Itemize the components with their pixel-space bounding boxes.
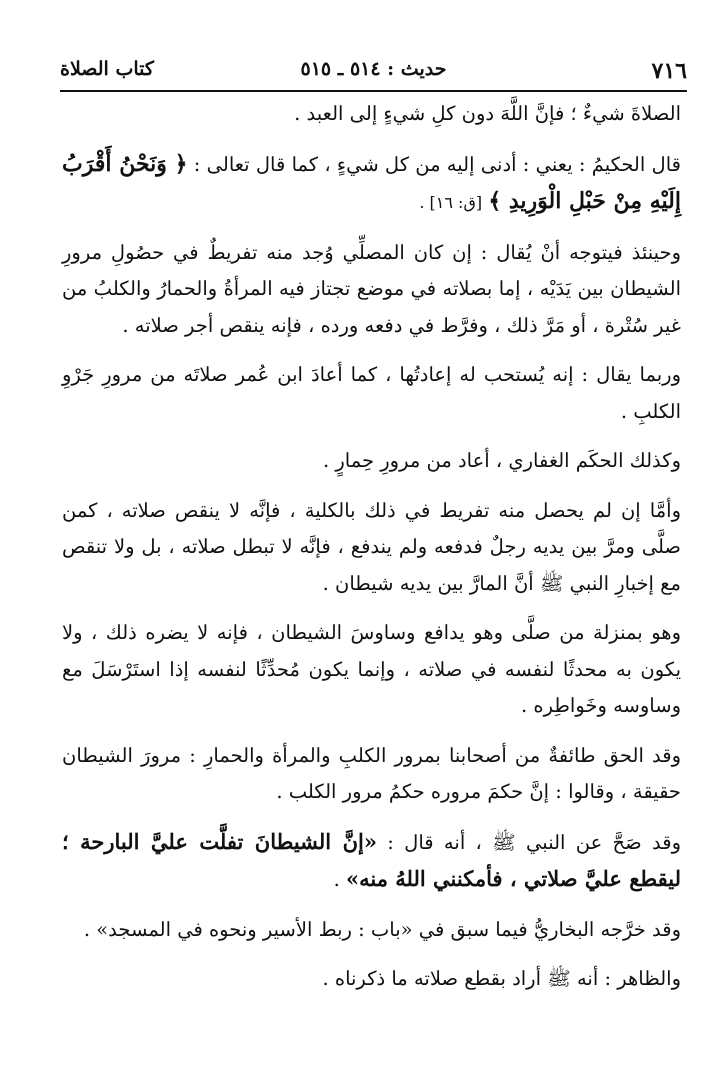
paragraph: وقد الحق طائفةٌ من أصحابنا بمرور الكلبِ والمرأة والحمارِ : مرورَ الشيطان حقيقة ، وقالوا : إنَّ حكمَ مروره حكمُ مرور الكلب .: [62, 743, 681, 803]
paragraph: وأمَّا إن لم يحصل منه تفريط في ذلك بالكلية ، فإنَّه لا ينقص صلاته ، كمن صلَّى ومرَّ بين يديه رجلٌ فدفعه ولم يندفع ، فإنَّه لا تبطل صلاته ، بل ولا تنقص مع إخبارِ النبي ﷺ أنَّ المارَّ بين يديه شيطان .: [62, 498, 681, 595]
running-header: [60, 56, 687, 88]
paragraph-text: قال الحكيمُ : يعني : أدنى إليه من كل شيءٍ ، كما قال تعالى :: [187, 152, 681, 176]
paragraph: وحينئذ فيتوجه أنْ يُقال : إن كان المصلِّي وُجد منه تفريطٌ في حصُولِ مرورِ الشيطان بين يَدَيْه ، إما بصلاته في موضع تجتاز فيه المرأةُ والحمارُ والكلبُ من غير سُتْرة ، أو مَرَّ ذلك ، وفرَّط في دفعه ورده ، فإنه ينقص أجر صلاته .: [62, 240, 681, 337]
hadith-quote: «إنَّ الشيطانَ تفلَّت عليَّ البارحة ؛ ليقطع عليَّ صلاتي ، فأمكنني اللهُ منه»: [62, 828, 681, 891]
paragraph: الصلاةَ شيءٌ ؛ فإنَّ اللَّهَ دون كلِ شيءٍ إلى العبد .: [294, 102, 681, 125]
paragraph: والظاهر : أنه ﷺ أراد بقطع صلاته ما ذكرناه .: [322, 967, 681, 990]
paragraph: [62, 824, 681, 899]
quran-verse: ﴿ وَنَحْنُ أَقْرَبُ إِلَيْهِ مِنْ حَبْلِ الْوَرِيدِ ﴾: [62, 150, 681, 214]
paragraph: وقد خرَّجه البخاريُّ فيما سبق في «باب : ربط الأسير ونحوه في المسجد» .: [83, 917, 681, 941]
page-body: [62, 96, 681, 1011]
paragraph-text: وقد صَحَّ عن النبي ﷺ ، أنه قال :: [376, 830, 681, 854]
book-title: كتاب الصلاة: [60, 58, 154, 80]
paragraph: [62, 146, 681, 222]
page-number: ٧١٦: [651, 58, 687, 84]
hadith-reference: حديث : ٥١٤ ـ ٥١٥: [300, 58, 447, 80]
verse-reference: [ق: ١٦] .: [419, 193, 483, 212]
paragraph: وكذلك الحكَم الغفاري ، أعاد من مرورِ حِمارٍ .: [322, 449, 681, 472]
paragraph: وربما يقال : إنه يُستحب له إعادتُها ، كما أعادَ ابن عُمر صلاتَه من مرورِ جَرْوِ الكلبِ .: [62, 363, 681, 423]
paragraph-text: .: [333, 868, 340, 891]
header-rule: [60, 90, 687, 92]
paragraph: وهو بمنزلة من صلَّى وهو يدافع وساوسَ الشيطان ، فإنه لا يضره ذلك ، ولا يكون به محدثًا لنفسه في صلاته ، وإنما يكون مُحدِّثًا لنفسه إذا استَرْسَلَ مع وساوسه وخَواطِره .: [62, 621, 681, 717]
